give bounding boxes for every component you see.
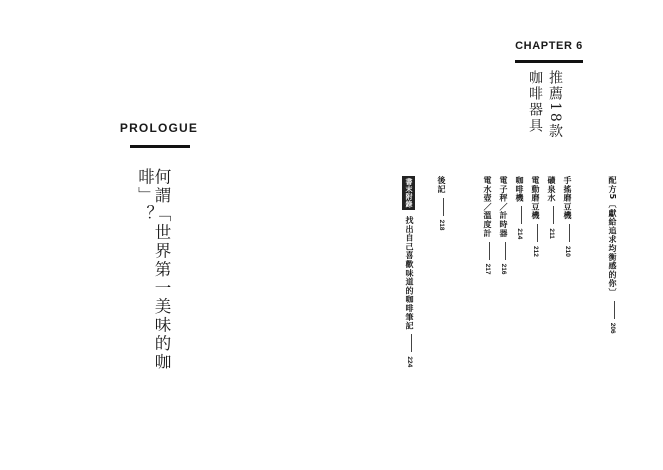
toc-entry-page: 218 xyxy=(438,219,445,231)
toc-entry-title: 電水壺／溫度計 xyxy=(483,176,492,238)
toc-leader xyxy=(411,334,412,352)
toc-leader xyxy=(505,242,506,260)
toc-leader xyxy=(553,206,554,224)
toc-leader xyxy=(489,242,490,260)
toc-entry-page: 217 xyxy=(484,263,491,275)
chapter-label: CHAPTER 6 xyxy=(515,40,583,52)
toc-entry[interactable] xyxy=(546,176,557,239)
toc-entry-title: 手搖磨豆機 xyxy=(563,176,572,220)
toc-leader xyxy=(443,198,444,216)
toc-entry-title: 後記 xyxy=(437,176,446,194)
toc-leader xyxy=(614,301,615,319)
toc-entry-page: 214 xyxy=(516,228,523,240)
toc-entry[interactable] xyxy=(498,176,509,274)
prologue-title: 何謂「世界第一美味的咖啡」？ xyxy=(135,168,171,372)
appendix-badge: 書末附錄 xyxy=(402,176,415,210)
toc-entry-title: 配方5〔獻給追求均衡感的你〕 xyxy=(608,176,617,297)
toc-entry-title: 電子秤／計時器 xyxy=(499,176,508,238)
toc-leader xyxy=(569,224,570,242)
toc-entry[interactable] xyxy=(562,176,573,257)
toc-entry-page: 210 xyxy=(564,246,571,257)
toc-entry-page: 211 xyxy=(548,228,555,239)
toc-entry-title: 礦泉水 xyxy=(547,176,556,203)
toc-entry-page: 216 xyxy=(500,263,507,275)
chapter-rule xyxy=(515,60,583,63)
toc-entry-page: 224 xyxy=(406,356,413,368)
prologue-rule xyxy=(130,145,190,148)
toc-entry[interactable] xyxy=(482,176,493,274)
toc-entry[interactable] xyxy=(514,176,525,239)
toc-appendix[interactable] xyxy=(402,176,415,367)
toc-entry[interactable] xyxy=(436,176,447,230)
toc-leader xyxy=(521,206,522,224)
toc-entry-page: 206 xyxy=(609,322,616,334)
chapter-title: 推薦18款咖啡器具 xyxy=(527,70,563,140)
toc-entry[interactable] xyxy=(607,176,618,334)
toc-leader xyxy=(537,224,538,242)
toc-entry[interactable] xyxy=(530,176,541,257)
toc-entry-title: 電動磨豆機 xyxy=(531,176,540,220)
prologue-label: PROLOGUE xyxy=(119,121,199,135)
toc-entry-title: 找出自己喜歡味道的咖啡筆記 xyxy=(405,216,414,331)
toc-entry-page: 212 xyxy=(532,246,539,257)
toc-entry-title: 咖啡機 xyxy=(515,176,524,203)
